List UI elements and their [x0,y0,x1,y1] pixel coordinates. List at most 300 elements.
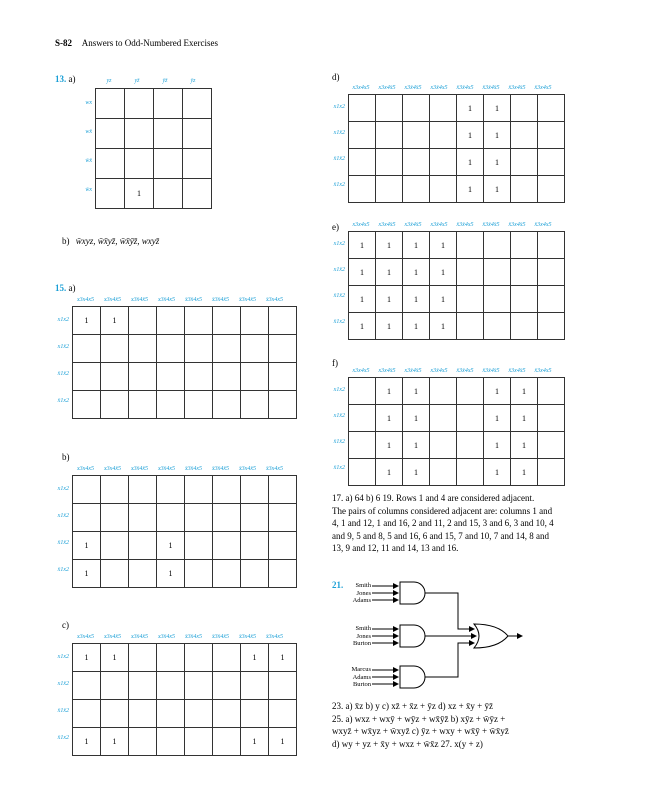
kmap-cell: 1 [157,560,185,588]
kmap-cell [96,179,125,209]
ex21-label: 21. [332,580,344,590]
row-header: x̄1x̄2 [333,156,345,162]
gate3-inputs: Marcus Adams Burton [351,666,371,688]
kmap-cell [430,405,457,432]
kmap-cell [538,405,565,432]
kmap-cell [213,532,241,560]
kmap-cell: 1 [101,307,129,335]
column-header: yz [106,78,112,84]
ex23-27-text: 23. a) x̄z b) y c) xz̄ + x̄z + ȳz d) xz + x̄y + ȳz̄ 25. a) wxz + wxȳ + wȳz + wx̄ȳz̄ b) xȳz + w̄ȳz + wxyz̄ + wx̄yz + w̄xyz̄ c) ȳz + wxy + wx̄ȳ + w̄x̄yz̄ d) wy + yz + x̄y + wxz + w̄x̄z 27. x(y + z) [332,701,509,749]
kmap-cell [241,307,269,335]
kmap-cell [157,504,185,532]
kmap-cell [511,176,538,203]
column-header: x3x̄4x̄5 [131,466,148,472]
column-header: x̄3x4x̄5 [508,85,526,91]
kmap-cell [213,700,241,728]
kmap-cell [154,89,183,119]
kmap-cell [241,504,269,532]
logic-circuit [370,578,530,698]
kmap-cell [349,432,376,459]
and-gate-3 [400,666,425,688]
column-header: x3x4x5 [77,634,94,640]
column-header: x3x4x̄5 [104,466,121,472]
kmap-cell: 1 [484,405,511,432]
kmap-cell [457,459,484,486]
kmap-cell [213,644,241,672]
kmap-cell [213,728,241,756]
kmap-cell [430,459,457,486]
column-header: x̄3x4x̄5 [239,634,256,640]
kmap-cell [538,259,565,286]
kmap-cell [154,149,183,179]
kmap-cell: 1 [403,313,430,340]
kmap-cell [538,95,565,122]
row-header: x̄1x2 [333,319,345,325]
kmap-cell [157,644,185,672]
kmap-cell: 1 [349,313,376,340]
ex15-label: 15. a) [55,283,76,293]
kmap-cell [185,560,213,588]
column-header: x̄3x4x̄5 [239,297,256,303]
row-header: w̄x̄ [85,157,92,164]
kmap-cell [430,122,457,149]
row-header: x̄1x̄2 [57,539,69,546]
kmap-cell: 1 [430,232,457,259]
kmap-cell: 1 [403,459,430,486]
kmap-cell [269,476,297,504]
column-header: x̄3x̄4x5 [456,368,474,374]
kmap-cell [457,432,484,459]
row-header: x̄1x̄2 [57,370,69,377]
kmap-cell [101,504,129,532]
kmap-cell [213,476,241,504]
kmap-cell [185,476,213,504]
kmap-cell [213,504,241,532]
kmap-cell: 1 [101,644,129,672]
kmap-cell: 1 [403,259,430,286]
kmap-cell [185,672,213,700]
kmap-cell [129,363,157,391]
kmap-cell [129,728,157,756]
kmap-cell [349,378,376,405]
row-header: x1x2 [57,485,69,492]
row-header: x1x̄2 [333,267,345,273]
kmap-cell [129,560,157,588]
kmap-cell [403,149,430,176]
or-gate [474,624,508,648]
kmap-cell [269,532,297,560]
kmap-cell: 1 [430,286,457,313]
kmap-cell [376,176,403,203]
kmap-cell [129,532,157,560]
kmap-cell [73,363,101,391]
kmap-cell: 1 [511,378,538,405]
kmap-cell [101,476,129,504]
row-header: x1x̄2 [57,680,69,687]
kmap-cell: 1 [376,286,403,313]
column-header: x3x4x̄5 [104,297,121,303]
kmap-cell [185,307,213,335]
column-header: x̄3x̄4x̄5 [482,85,500,91]
kmap-cell [185,644,213,672]
kmap-cell [101,335,129,363]
kmap-cell [96,149,125,179]
kmap-cell [484,232,511,259]
kmap-cell [213,391,241,419]
column-header: x3x4x̄5 [378,222,396,228]
kmap-cell [403,122,430,149]
kmap-cell [511,122,538,149]
kmap-cell [511,313,538,340]
kmap-cell: 1 [376,259,403,286]
row-header: wx̄ [85,128,92,135]
kmap-cell [511,149,538,176]
row-header: x̄1x2 [57,734,69,741]
column-header: x̄3x̄4x̄5 [482,222,500,228]
kmap-cell [430,95,457,122]
column-header: x̄3x̄4x5 [185,634,202,640]
kmap-cell [185,700,213,728]
kmap-cell: 1 [376,232,403,259]
column-header: x3x4x5 [77,297,94,303]
kmap-cell: 1 [484,95,511,122]
column-header: x̄3x̄4x̄5 [212,466,229,472]
row-header: x̄1x̄2 [333,439,345,445]
column-header: x̄3x4x5 [534,368,552,374]
kmap-cell [129,391,157,419]
column-header: x3x4x5 [352,222,370,228]
kmap-cell [511,232,538,259]
kmap-cell [538,459,565,486]
kmap-cell [157,700,185,728]
kmap-cell [538,378,565,405]
kmap-cell: 1 [403,286,430,313]
kmap-cell [185,391,213,419]
kmap-cell [125,89,154,119]
kmap-cell [349,122,376,149]
kmap-cell [183,89,212,119]
kmap-cell: 1 [430,313,457,340]
kmap-cell [185,363,213,391]
kmap-cell [101,672,129,700]
kmap-cell [73,504,101,532]
kmap-cell [96,119,125,149]
kmap-cell [376,149,403,176]
kmap-cell: 1 [403,378,430,405]
kmap-cell [157,476,185,504]
kmap-cell [129,672,157,700]
kmap-cell [101,391,129,419]
column-header: x̄3x̄4x5 [456,85,474,91]
row-header: x̄1x2 [333,182,345,188]
kmap-cell [129,504,157,532]
kmap-cell: 1 [430,259,457,286]
kmap-cell [269,363,297,391]
kmap-cell: 1 [73,644,101,672]
kmap-cell: 1 [511,432,538,459]
kmap-cell [484,259,511,286]
row-header: x1x2 [333,241,345,247]
column-header: x3x̄4x̄5 [404,368,422,374]
kmap-cell [101,532,129,560]
kmap-cell [241,700,269,728]
kmap-cell: 1 [403,432,430,459]
column-header: x̄3x4x̄5 [508,368,526,374]
kmap-cell: 1 [484,122,511,149]
column-header: x3x̄4x5 [430,85,448,91]
kmap-cell [73,391,101,419]
kmap-cell [511,95,538,122]
kmap-cell [154,119,183,149]
kmap-cell: 1 [269,728,297,756]
column-header: ȳz [190,78,196,84]
column-header: ȳz̄ [162,78,168,84]
row-header: x1x̄2 [333,413,345,419]
kmap-cell: 1 [349,286,376,313]
kmap-cell: 1 [511,459,538,486]
kmap-cell [213,363,241,391]
column-header: x3x̄4x̄5 [404,222,422,228]
kmap-cell: 1 [457,95,484,122]
kmap-cell [129,476,157,504]
kmap-cell [213,672,241,700]
kmap-cell [73,672,101,700]
kmap-cell [403,176,430,203]
kmap-cell [457,405,484,432]
kmap-cell [538,176,565,203]
column-header: x̄3x̄4x̄5 [212,297,229,303]
kmap-cell [157,363,185,391]
column-header: x3x̄4x̄5 [131,297,148,303]
kmap-cell [183,179,212,209]
column-header: x̄3x4x̄5 [508,222,526,228]
row-header: x1x̄2 [57,512,69,519]
kmap-cell [269,307,297,335]
kmap-cell: 1 [241,728,269,756]
kmap-cell: 1 [376,378,403,405]
gate2-inputs: Smith Jones Burton [352,625,371,647]
kmap-cell [157,728,185,756]
column-header: x̄3x4x5 [266,466,283,472]
row-header: x1x2 [57,653,69,660]
kmap-cell: 1 [484,149,511,176]
and-gate-1 [400,582,425,604]
column-header: x3x4x5 [77,466,94,472]
kmap-cell [129,335,157,363]
kmap-cell [269,700,297,728]
column-header: x̄3x4x5 [266,634,283,640]
kmap-cell [129,644,157,672]
column-header: x̄3x4x5 [266,297,283,303]
column-header: x̄3x4x5 [534,222,552,228]
ex15f-label: f) [332,358,338,368]
kmap-cell [511,259,538,286]
kmap-cell [538,232,565,259]
kmap-cell [185,504,213,532]
kmap-cell: 1 [484,459,511,486]
kmap-cell [269,391,297,419]
kmap-cell [213,335,241,363]
column-header: yz̄ [134,78,140,84]
kmap-cell [101,700,129,728]
kmap-cell [269,560,297,588]
kmap-cell: 1 [376,405,403,432]
kmap-cell [511,286,538,313]
kmap-cell: 1 [73,560,101,588]
kmap-cell [73,700,101,728]
kmap-cell [457,259,484,286]
kmap-cell [349,405,376,432]
kmap-cell: 1 [376,313,403,340]
column-header: x3x̄4x̄5 [404,85,422,91]
kmap-cell: 1 [101,728,129,756]
kmap-cell: 1 [484,378,511,405]
row-header: x1x̄2 [57,343,69,350]
column-header: x3x̄4x̄5 [131,634,148,640]
kmap-cell [538,432,565,459]
wire [425,643,474,677]
kmap-cell [101,560,129,588]
page-title: Answers to Odd-Numbered Exercises [81,38,218,48]
kmap-cell: 1 [403,232,430,259]
kmap-cell: 1 [349,232,376,259]
kmap-cell [101,363,129,391]
kmap-cell: 1 [157,532,185,560]
kmap-cell [185,335,213,363]
kmap-cell [183,119,212,149]
kmap-cell: 1 [511,405,538,432]
kmap-cell: 1 [73,307,101,335]
kmap-cell: 1 [484,176,511,203]
ex15c-label: c) [62,620,69,630]
ex17-19-text: 17. a) 64 b) 6 19. Rows 1 and 4 are considered adjacent. The pairs of columns considered adjacent are: columns 1 and 4, 1 and 12, 1 and 16, 2 and 11, 2 and 15, 3 and 6, 3 and 10, 4 and 9, 5 and 8, 5 and 16, 6 and 15, 7 and 10, 7 and 14, 8 and 13, 9 and 12, 11 and 14, 13 and 16. [332,493,554,553]
row-header: x̄1x2 [333,465,345,471]
kmap-cell: 1 [403,405,430,432]
kmap-cell [269,672,297,700]
row-header: wx [85,99,92,106]
kmap-cell: 1 [376,459,403,486]
column-header: x3x4x̄5 [104,634,121,640]
kmap-cell [213,307,241,335]
column-header: x̄3x̄4x̄5 [212,634,229,640]
kmap-cell [430,378,457,405]
kmap-cell [376,95,403,122]
kmap-cell [157,391,185,419]
kmap-cell: 1 [73,728,101,756]
kmap-cell [538,286,565,313]
ex13b-answer: b) w̄xyz, w̄x̄yz̄, w̄x̄ȳz̄, wxyz̄ [62,236,160,246]
kmap-cell [538,122,565,149]
column-header: x3x4x5 [352,368,370,374]
kmap-cell [484,286,511,313]
kmap-cell [241,335,269,363]
row-header: x̄1x̄2 [57,707,69,714]
kmap-cell [125,119,154,149]
column-header: x̄3x4x5 [534,85,552,91]
kmap-cell [73,476,101,504]
column-header: x̄3x4x̄5 [239,466,256,472]
row-header: x̄1x2 [57,397,69,404]
kmap-cell [376,122,403,149]
kmap-cell: 1 [376,432,403,459]
column-header: x3x̄4x5 [158,466,175,472]
and-gate-2 [400,625,425,647]
column-header: x3x̄4x5 [430,368,448,374]
kmap-cell [457,313,484,340]
kmap-cell [157,672,185,700]
row-header: w̄x [85,186,92,193]
wire [425,593,474,629]
kmap-cell [241,672,269,700]
kmap-cell: 1 [241,644,269,672]
kmap-cell [430,149,457,176]
kmap-cell [457,286,484,313]
kmap-cell [349,149,376,176]
kmap-cell: 1 [125,179,154,209]
kmap-cell [430,432,457,459]
kmap-cell [129,700,157,728]
kmap-cell: 1 [73,532,101,560]
column-header: x3x̄4x5 [158,634,175,640]
kmap-cell [349,95,376,122]
column-header: x3x4x̄5 [378,368,396,374]
column-header: x3x4x̄5 [378,85,396,91]
ex13-label: 13. a) [55,74,76,84]
column-header: x3x̄4x5 [430,222,448,228]
column-header: x̄3x̄4x5 [185,297,202,303]
kmap-cell [157,307,185,335]
kmap-cell [241,532,269,560]
kmap-cell [241,363,269,391]
ex15d-label: d) [332,72,340,82]
kmap-cell: 1 [349,259,376,286]
kmap-cell [484,313,511,340]
ex15e-label: e) [332,222,339,232]
kmap-cell: 1 [484,432,511,459]
page-header [55,38,218,48]
gate1-inputs: Smith Jones Adams [352,582,371,604]
row-header: x1x̄2 [333,130,345,136]
kmap-cell [349,176,376,203]
column-header: x̄3x̄4x̄5 [482,368,500,374]
kmap-cell [213,560,241,588]
page-number: S-82 [55,38,73,48]
kmap-cell: 1 [457,149,484,176]
kmap-cell [457,378,484,405]
kmap-cell [96,89,125,119]
ex15b-label: b) [62,452,70,462]
kmap-cell [241,560,269,588]
kmap-cell [538,149,565,176]
kmap-cell [185,532,213,560]
kmap-cell: 1 [457,176,484,203]
row-header: x1x2 [333,104,345,110]
row-header: x̄1x̄2 [333,293,345,299]
column-header: x3x4x5 [352,85,370,91]
column-header: x3x̄4x5 [158,297,175,303]
kmap-cell [125,149,154,179]
kmap-cell [129,307,157,335]
kmap-cell [73,335,101,363]
kmap-cell [430,176,457,203]
row-header: x1x2 [333,387,345,393]
row-header: x̄1x2 [57,566,69,573]
column-header: x̄3x̄4x5 [456,222,474,228]
kmap-cell: 1 [457,122,484,149]
kmap-cell [185,728,213,756]
column-header: x̄3x̄4x5 [185,466,202,472]
kmap-cell [241,476,269,504]
